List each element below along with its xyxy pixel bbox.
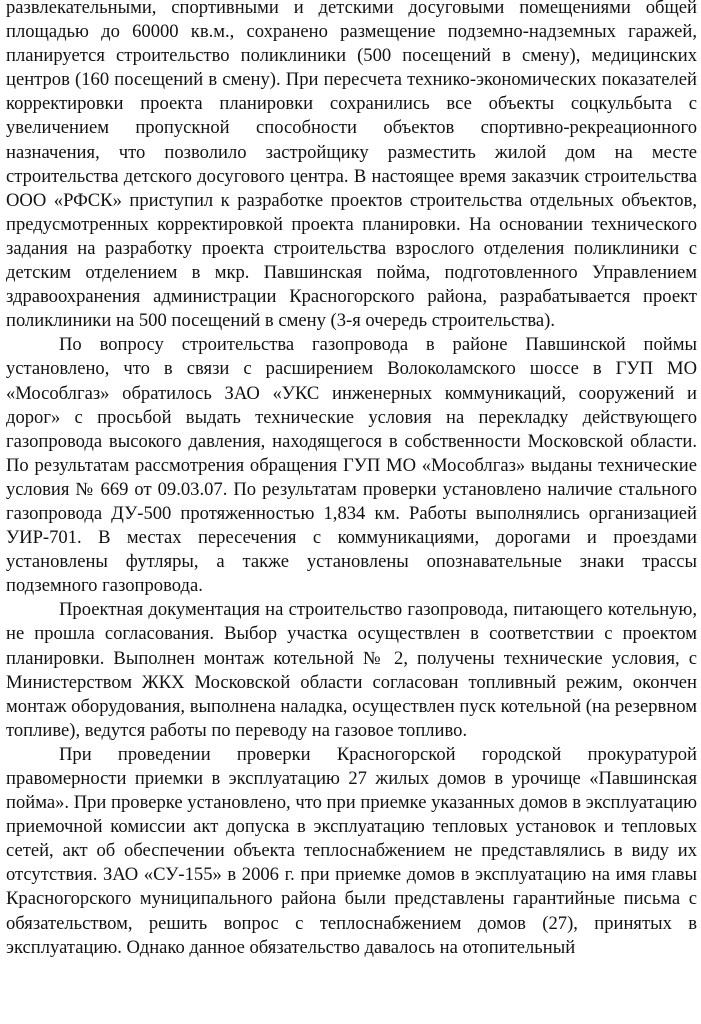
paragraph-2: По вопросу строительства газопровода в районе Павшинской поймы установлено, что в связи с расширением Волоколамского шоссе в ГУП МО «Мособлгаз» обратилось ЗАО «УКС инженерных коммуникаций, сооружений и дорог» с просьбой выдать технические условия на перекладку действующего газопровода высокого давления, находящегося в собственности Московской области. По результатам рассмотрения обращения ГУП МО «Мособлгаз» выданы технические условия № 669 от 09.03.07. По результатам проверки установлено наличие стального газопровода ДУ-500 протяженностью 1,834 км. Работы выполнялись организацией УИР-701. В местах пересечения с коммуникациями, дорогами и проездами установлены футляры, а также установлены опознавательные знаки трассы подземного газопровода.: [6, 334, 697, 597]
paragraph-3: Проектная документация на строительство газопровода, питающего котельную, не прошла согласования. Выбор участка осуществлен в соответствии с проектом планировки. Выполнен монтаж котельной № 2, получены технические условия, с Министерством ЖКХ Московской области согласован топливный режим, окончен монтаж оборудования, выполнена наладка, осуществлен пуск котельной (на резервном топливе), ведутся работы по переводу на газовое топливо.: [6, 599, 697, 741]
paragraph-1: развлекательными, спортивными и детскими досуговыми помещениями общей площадью до 60000 кв.м., сохранено размещение подземно-надземных гаражей, планируется строительство поликлиники (500 посещений в смену), медицинских центров (160 посещений в смену). При пересчета технико-экономических показателей корректировки проекта планировки сохранились все объекты соцкульбыта с увеличением пропускной способности объектов спортивно-рекреационного назначения, что позволило застройщику разместить жилой дом на месте строительства детского досугового центра. В настоящее время заказчик строительства ООО «РФСК» приступил к разработке проектов строительства отдельных объектов, предусмотренных корректировкой проекта планировки. На основании технического задания на разработку проекта строительства взрослого отделения поликлиники с детским отделением в мкр. Павшинская пойма, подготовленного Управлением здравоохранения администрации Красногорского района, разрабатывается проект поликлиники на 500 посещений в смену (3-я очередь строительства).: [6, 0, 697, 332]
paragraph-4: При проведении проверки Красногорской городской прокуратурой правомерности приемки в эксплуатацию 27 жилых домов в урочище «Павшинская пойма». При проверке установлено, что при приемке указанных домов в эксплуатацию приемочной комиссии акт допуска в эксплуатацию тепловых установок и тепловых сетей, акт об обеспечении объекта теплоснабжением не представлялись в виду их отсутствия. ЗАО «СУ-155» в 2006 г. при приемке домов в эксплуатацию на имя главы Красногорского муниципального района были представлены гарантийные письма с обязательством, решить вопрос с теплоснабжением домов (27), принятых в эксплуатацию. Однако данное обязательство давалось на отопительный: [6, 743, 697, 958]
document-body: [6, 0, 697, 960]
